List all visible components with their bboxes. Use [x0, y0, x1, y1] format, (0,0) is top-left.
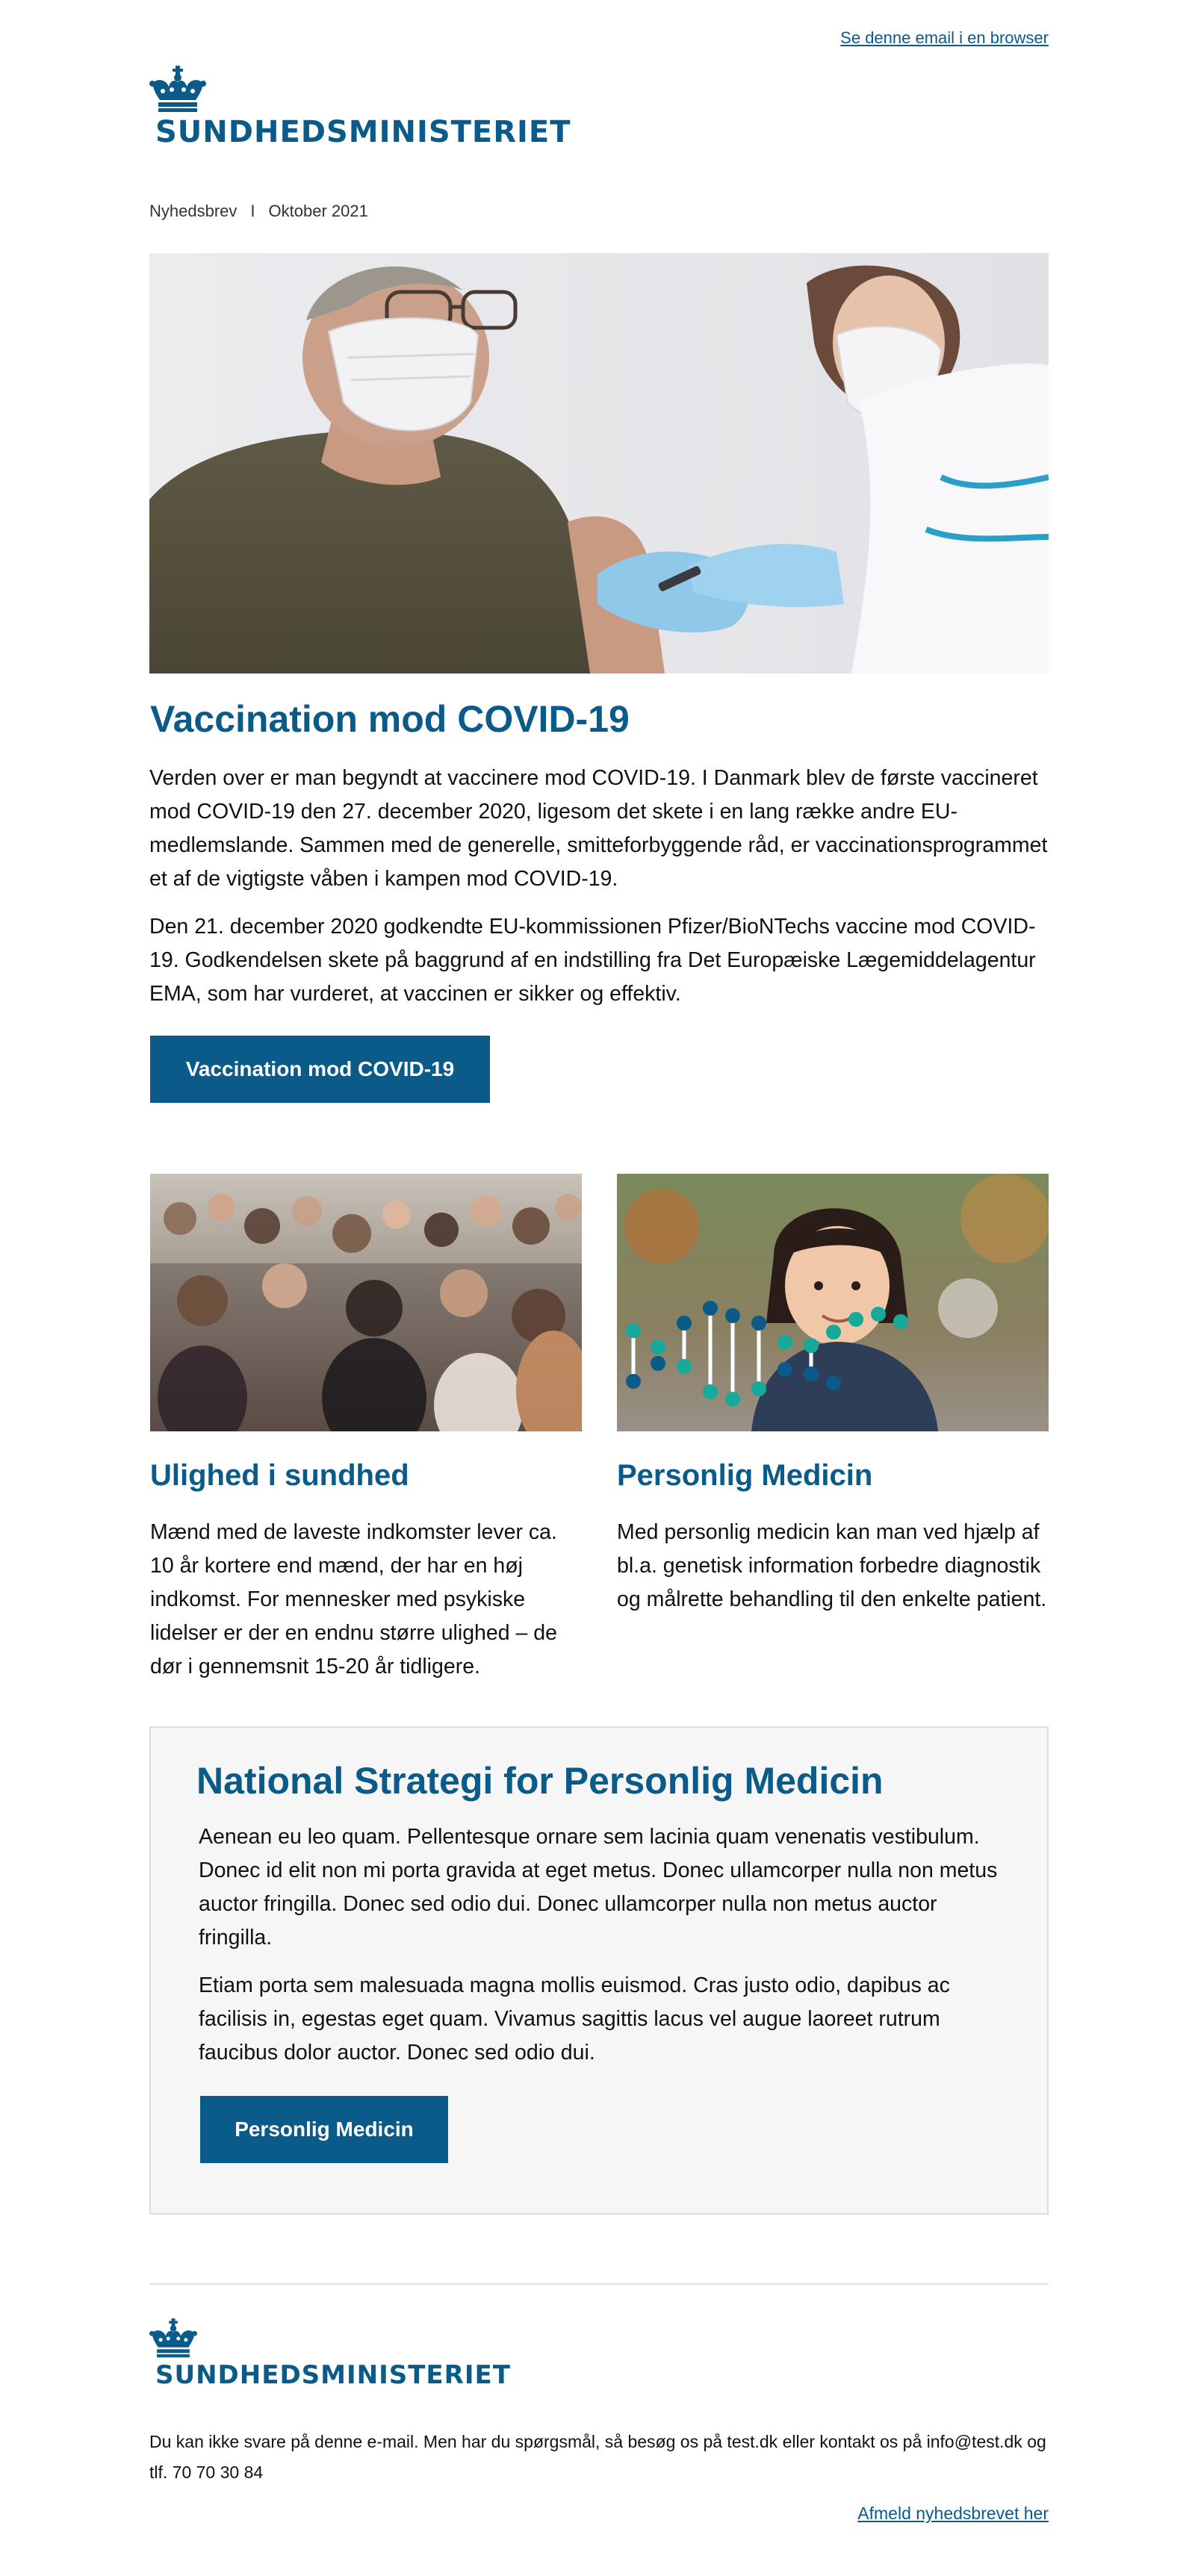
article-paragraph: Verden over er man begyndt at vaccinere mod COVID-19. I Danmark blev de første vaccineret mod COVID-19 den 27. december 2020, ligesom det skete i en lang række andre EU-medlemslande. Sammen med de generelle, smitteforbyggende råd, er vaccinationsprogrammet et af de vigtigste våben i kampen mod COVID-19.: [149, 766, 1048, 891]
meta-separator: I: [250, 202, 255, 220]
crown-icon: [149, 2318, 197, 2359]
article-paragraph: Den 21. december 2020 godkendte EU-kommissionen Pfizer/BioNTechs vaccine mod COVID-19. Godkendelsen skete på baggrund af en indstilling fra Det Europæiske Lægemiddelagentur EMA, som har vurderet, at vaccinen er sikker og effektiv.: [149, 915, 1036, 1006]
main-article-title: Vaccination mod COVID-19: [150, 698, 630, 740]
inequality-title: Ulighed i sundhed: [150, 1459, 409, 1492]
crown-icon: [149, 66, 206, 113]
footer-divider: [149, 2283, 1049, 2285]
newsletter-date: Oktober 2021: [268, 202, 368, 220]
child-dna-image: [617, 1174, 1049, 1431]
personal-medicine-text: Med personlig medicin kan man ved hjælp af bl.a. genetisk information forbedre diagnostik og målrette behandling til den enkelte patient.: [617, 1520, 1047, 1611]
inequality-text: Mænd med de laveste indkomster lever ca. 10 år kortere end mænd, der har en høj indkomst. For mennesker med psykiske lidelser er der en endnu større ulighed – de dør i gennemsnit 15-20 år tidligere.: [150, 1520, 557, 1679]
footer-contact-text: Du kan ikke svare på denne e-mail. Men har du spørgsmål, så besøg os på test.dk eller kontakt os på info@test.dk og tlf. 70 70 30 84: [149, 2432, 1046, 2482]
strategy-paragraph: Etiam porta sem malesuada magna mollis euismod. Cras justo odio, dapibus ac facilisis in, egestas eget quam. Vivamus sagittis lacus vel augue laoreet rutrum faucibus dolor auctor. Donec sed odio dui.: [199, 1973, 950, 2065]
newsletter-meta: [149, 202, 368, 221]
view-in-browser-link[interactable]: Se denne email i en browser: [840, 28, 1049, 47]
footer-logo: [149, 2318, 511, 2390]
unsubscribe-link[interactable]: Afmeld nyhedsbrevet her: [857, 2504, 1049, 2523]
crowd-image: [150, 1174, 582, 1431]
newsletter-label: Nyhedsbrev: [149, 202, 238, 220]
vaccination-button[interactable]: Vaccination mod COVID-19: [150, 1036, 490, 1103]
logo-wordmark: SUNDHEDSMINISTERIET: [155, 2360, 511, 2390]
ministry-logo: [149, 66, 571, 149]
personal-medicine-button[interactable]: Personlig Medicin: [200, 2096, 448, 2163]
hero-image: [149, 253, 1049, 673]
personal-medicine-title: Personlig Medicin: [617, 1459, 873, 1492]
strategy-title: National Strategi for Personlig Medicin: [196, 1760, 884, 1802]
logo-wordmark: SUNDHEDSMINISTERIET: [155, 115, 571, 149]
strategy-paragraph: Aenean eu leo quam. Pellentesque ornare sem lacinia quam venenatis vestibulum. Donec id elit non mi porta gravida at eget metus. Donec ullamcorper nulla non metus auctor fringilla. Donec sed odio dui. Donec ullamcorper nulla non metus auctor fringilla.: [199, 1825, 998, 1950]
